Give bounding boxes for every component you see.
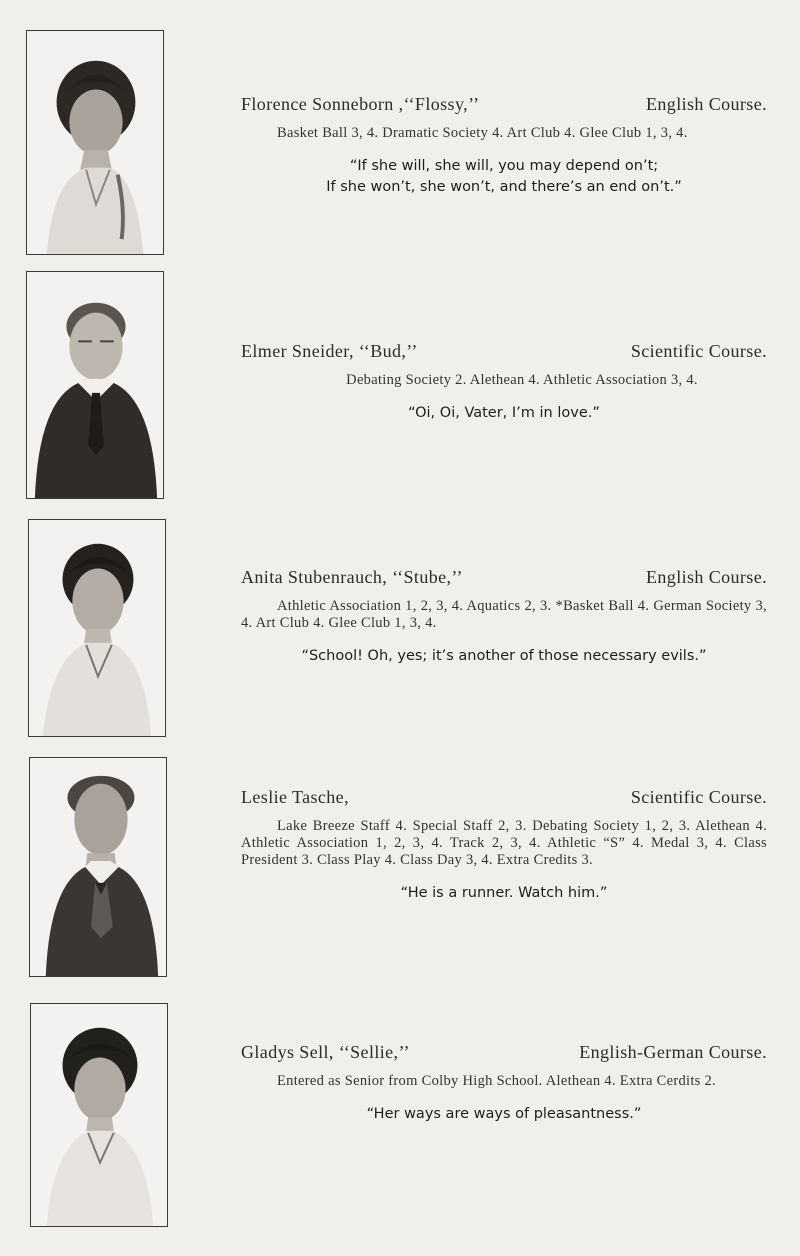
entry-text [241,1042,767,1125]
course-name: English-German Course. [579,1042,767,1062]
course-name: English Course. [646,94,767,114]
student-name: Gladys Sell, ‘‘Sellie,’’ [241,1042,410,1062]
activities-list: Athletic Association 1, 2, 3, 4. Aquatics 2, 3. *Basket Ball 4. German Society 3, 4. Art Club 4. Glee Club 1, 3, 4. [241,598,767,631]
portrait-photo [29,757,167,977]
student-name: Anita Stubenrauch, ‘‘Stube,’’ [241,567,463,587]
portrait-girl-icon [31,1004,167,1226]
entry-text [241,787,767,904]
portrait-photo [30,1003,168,1227]
entry-header [241,341,767,362]
student-name: Florence Sonneborn ,‘‘Flossy,’’ [241,94,480,114]
entry-text [241,341,767,424]
quote [241,156,767,198]
course-name: Scientific Course. [630,787,767,807]
entry-header [241,94,767,115]
quote-line: “School! Oh, yes; it’s another of those necessary evils.” [301,648,707,664]
quote [241,1104,767,1125]
portrait-boy-icon [27,272,163,498]
activities-list: Debating Society 2. Alethean 4. Athletic Association 3, 4. [346,372,698,388]
portrait-girl-icon [29,520,165,736]
entry-text [241,94,767,198]
activities-list: Lake Breeze Staff 4. Special Staff 2, 3. Debating Society 1, 2, 3. Alethean 4. Athletic Association 1, 2, 3, 4. Track 2, 3, 4. Athletic “S” 4. Medal 3, 4. Class President 3. Class Play 4. Class Day 3, 4. Extra Credits 3. [241,818,767,868]
portrait-boy-icon [30,758,166,976]
quote-line: “He is a runner. Watch him.” [400,885,608,901]
entry-header [241,567,767,588]
portrait-photo [28,519,166,737]
course-name: English Course. [646,567,767,587]
entry-header [241,787,767,808]
quote [241,403,767,424]
student-name: Leslie Tasche, [241,787,349,807]
portrait-photo [26,271,164,499]
portrait-photo [26,30,164,255]
quote-line: “Oi, Oi, Vater, I’m in love.” [408,405,600,421]
quote [241,883,767,904]
course-name: Scientific Course. [630,341,767,361]
entry-text [241,567,767,667]
activities-list: Entered as Senior from Colby High School. Alethean 4. Extra Cerdits 2. [277,1073,717,1089]
quote [241,646,767,667]
portrait-girl-icon [27,31,163,254]
quote-line: “If she will, she will, you may depend on’t; [349,158,659,174]
activities-list: Basket Ball 3, 4. Dramatic Society 4. Art Club 4. Glee Club 1, 3, 4. [277,125,688,141]
entry-header [241,1042,767,1063]
student-name: Elmer Sneider, ‘‘Bud,’’ [241,341,418,361]
quote-line: If she won’t, she won’t, and there’s an end on’t.” [326,179,682,195]
quote-line: “Her ways are ways of pleasantness.” [366,1106,642,1122]
